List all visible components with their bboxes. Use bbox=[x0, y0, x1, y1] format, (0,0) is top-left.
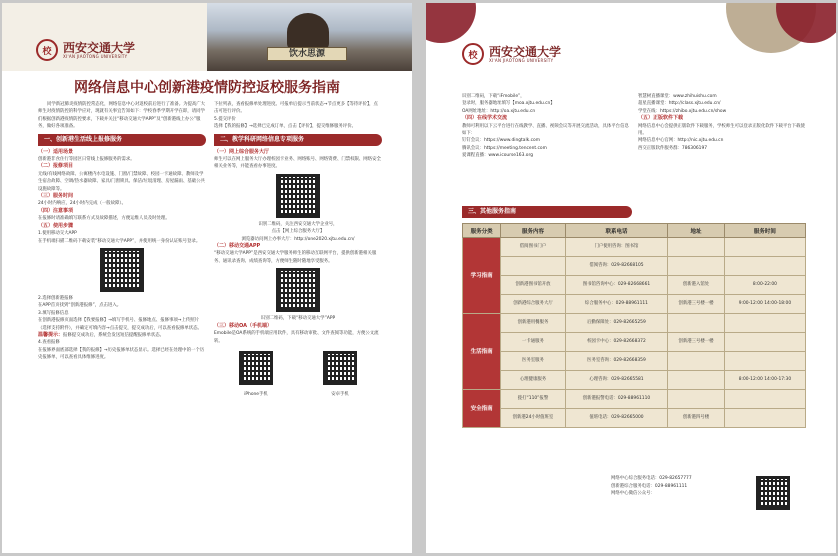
s4-link-3: 爱课程直播：www.icourse163.org bbox=[462, 153, 533, 159]
seal-icon: 校 bbox=[462, 43, 484, 65]
table-cell-phone: 校园卡中心：029-82668372 bbox=[565, 333, 667, 352]
s5-heading: （五）正版软件下载 bbox=[638, 115, 684, 122]
qr-code-android bbox=[323, 351, 357, 385]
table-body bbox=[463, 238, 806, 428]
campus-photo bbox=[207, 3, 412, 71]
platform-2: 超星直播课堂：http://class.xjtu.edu.cn/ bbox=[638, 101, 721, 107]
table-row bbox=[463, 390, 806, 409]
qr-code-hall bbox=[276, 174, 320, 218]
s1-7-text: 在创新港报修页面选择【我要报修】→填写手机号、报修地点、报修事项→上传照片（选择支持附件），并确定可填内容→点击提交，提交成功后，可以查看报修单状态。 bbox=[38, 318, 202, 331]
s1-9-step: 4.查看报修 bbox=[38, 340, 60, 346]
table-cell-addr: 创新港三号楼一楼 bbox=[668, 295, 725, 314]
s1-5-step: 1.使用移动交大APP bbox=[38, 231, 77, 237]
qr-label-android: 安卓手机 bbox=[331, 392, 349, 398]
table-cell-content bbox=[501, 257, 566, 276]
qr-caption-2: 点击【网上综合服务大厅】 bbox=[271, 229, 325, 235]
table-cell-phone: 图书馆咨询中心：029-82668661 bbox=[565, 276, 667, 295]
table-cell-time bbox=[724, 333, 805, 352]
qr-pair bbox=[214, 348, 382, 399]
table-cell-content: 创新港图书馆开放 bbox=[501, 276, 566, 295]
table-cell-time bbox=[724, 314, 805, 333]
section-3-heading: 三、其他服务指南 bbox=[462, 206, 632, 218]
table-cell-category: 学习指南 bbox=[463, 238, 501, 314]
table-cell-phone: 心理咨询：029-82665581 bbox=[565, 371, 667, 390]
footer-contacts bbox=[611, 475, 692, 498]
s1-1-text: 创新港非食住行等园区日常线上报修服务的需求。 bbox=[38, 157, 135, 163]
s2-1-text: 师生可以在网上服务大厅办理校园卡业务、网络账号、网络资费、门禁权限、网络安全相关业务等，并能查看办事进度。 bbox=[214, 157, 381, 170]
s4-link-1: 钉钉会议：https://www.dingtalk.com bbox=[462, 138, 540, 144]
s5-text: 网络信息中心会提供正版软件下载服务，学校师生可以登录正版化软件下载平台下载使用。 bbox=[638, 123, 805, 137]
table-cell-phone: 医务室咨询：029-82668359 bbox=[565, 352, 667, 371]
table-row bbox=[463, 276, 806, 295]
table-row bbox=[463, 314, 806, 333]
s4-link-2: 腾讯会议：https://meeting.tencent.com bbox=[462, 145, 547, 151]
qr-label-iphone: iPhone手机 bbox=[244, 392, 268, 398]
table-cell-addr bbox=[668, 371, 725, 390]
s4-text: 教师可利用以下云平台进行在线教学、直播、视频会议等开展交流活动，具体平台信息如下： bbox=[462, 123, 629, 137]
table-header-1: 服务内容 bbox=[501, 224, 566, 238]
s1-5-text: 在手机端扫描二维码下载安装“移动交通大学APP”，并使用统一身份认证账号登录。 bbox=[38, 238, 201, 244]
s2-2-heading: （二）移动交通APP bbox=[214, 243, 261, 250]
s1-2-heading: （二）报修项目 bbox=[38, 163, 74, 170]
s1-4-text: 在报修时请准确填写联系方式及故障描述，方便运维人员及时处理。 bbox=[38, 216, 170, 222]
qr-code-mobile-app bbox=[276, 268, 320, 312]
section-1-heading: 一、创新港生活线上报修服务 bbox=[38, 134, 206, 146]
qr-code-iphone bbox=[239, 351, 273, 385]
table-cell-content: 医务室服务 bbox=[501, 352, 566, 371]
table-row bbox=[463, 238, 806, 257]
seal-icon: 校 bbox=[36, 39, 58, 61]
page-right bbox=[426, 3, 836, 553]
oa-text-1: 识别二维码，下载“iFmobile”， bbox=[462, 94, 525, 99]
s1-7-step: 3.填写报修信息 bbox=[38, 310, 69, 316]
oa-text-3: OA网址地址：http://oa.xjtu.edu.cn bbox=[462, 108, 536, 114]
table-cell-time: 8:00-22:00 bbox=[724, 276, 805, 295]
qr-code-app bbox=[100, 248, 144, 292]
table-cell-addr: 创新港三号楼一楼 bbox=[668, 333, 725, 352]
table-cell-addr: 创新港四号楼 bbox=[668, 409, 725, 428]
platform-3: 学堂在线：https://zhibo.xjtu.edu.cn/show bbox=[638, 108, 727, 114]
s2-3-text: Emobile是OA系统的手机端应用软件，具有移动审批、文件查阅等功能，方便公文流转。 bbox=[214, 331, 379, 344]
sculpture-shape bbox=[287, 13, 329, 51]
table-header-row bbox=[463, 224, 806, 238]
s1-6-step: 2.选择创新港报修 bbox=[38, 295, 73, 301]
table-cell-addr bbox=[668, 314, 725, 333]
table-header-3: 地址 bbox=[668, 224, 725, 238]
table-cell-phone: 后勤保障处：029-82665259 bbox=[565, 314, 667, 333]
s1-5-heading: （五）使用步骤 bbox=[38, 222, 74, 229]
intro-text: 同学新冠肺炎疫情防控常态化，网络信息中心对返校前后进行了准备。为提高广大师生对疫情防控的科学应对，现就有关事宜告知如下：学校春季学期开学在即，请同学们根据创新港疫情防控要求，下载并关注“移动交通大学APP”及“创新港线上办公”服务，做好各项准备。 bbox=[38, 102, 206, 130]
table-cell-time: 9:00-12:00 14:00-18:00 bbox=[724, 295, 805, 314]
qr-caption-4: 识别二维码，下载“移动交通大学”APP bbox=[260, 316, 336, 322]
table-row bbox=[463, 295, 806, 314]
s1-3-text: 24小时内响应，24小时内完成（一般故障）。 bbox=[38, 201, 127, 207]
table-cell-category: 安全指南 bbox=[463, 390, 501, 428]
s4-heading: （四）在线学术交流 bbox=[462, 115, 508, 122]
c2-top-text: 下拉列表，查看报修单处理进度。可报单后提示当前状态→节点更多【等待评价】，点击可进行评价。 bbox=[214, 102, 378, 115]
logo-sub: XI'AN JIAOTONG UNIVERSITY bbox=[489, 57, 554, 63]
oa-text-2: 登录时，服务器地址填写【moa.xjtu.edu.cn】 bbox=[462, 101, 555, 107]
c2-eval-text: 选择【我的报修】→选择已完成订单，点击【评价】，提交维修服务评价。 bbox=[214, 124, 356, 130]
service-table bbox=[462, 223, 806, 428]
logo-name: 西安交通大学 bbox=[489, 44, 562, 59]
s1-2-text: 无线/有线网络故障、公寓楼内水电设施、门窗/门禁故障、校园一卡通故障、教师及学生宿舍故障、空调/热水器故障、家具/门窗锁具、保洁/垃圾清理、房屋漏雨、基础公共设施故障等。 bbox=[38, 171, 205, 192]
s1-4-heading: （四）注意事项 bbox=[38, 207, 74, 214]
s2-1-heading: （一）网上综合服务大厅 bbox=[214, 148, 270, 155]
table-cell-time bbox=[724, 238, 805, 257]
corner-shape bbox=[426, 3, 476, 43]
table-cell-content: 创新港综合服务大厅 bbox=[501, 295, 566, 314]
s2-3-heading: （三）移动OA（手机端） bbox=[214, 322, 272, 329]
logo-name: 西安交通大学 bbox=[63, 40, 136, 55]
table-cell-time bbox=[724, 409, 805, 428]
qr-caption-1: 识别二维码，关注西安交通大学企业号， bbox=[258, 221, 338, 227]
column-1 bbox=[38, 101, 206, 362]
page-title: 网络信息中心创新港疫情防控返校服务指南 bbox=[74, 80, 340, 96]
s1-9-text: 在报修界面底部选择【我的报修】→历史报修单状态显示。选择已经在处理中的一个历史报修单，可以查看具体维修进度。 bbox=[38, 347, 205, 361]
table-cell-content: 借阅图书门户 bbox=[501, 238, 566, 257]
column-3 bbox=[462, 93, 630, 160]
qr-caption-3: 浏览器访问网上办事大厅：http://one2020.xjtu.edu.cn/ bbox=[241, 236, 355, 242]
tip-label: 温馨提示： bbox=[38, 331, 64, 338]
table-header-2: 联系电话 bbox=[565, 224, 667, 238]
plaque-text: 饮水思源 bbox=[267, 47, 347, 61]
qr-code-wechat bbox=[756, 476, 790, 510]
column-2 bbox=[214, 101, 382, 399]
s1-6-text: 在APP首页找到“创新港报修”，点击进入。 bbox=[38, 303, 122, 309]
table-row bbox=[463, 409, 806, 428]
s1-1-heading: （一）适用场景 bbox=[38, 148, 74, 155]
table-header-0: 服务分类 bbox=[463, 224, 501, 238]
table-cell-time bbox=[724, 257, 805, 276]
platform-1: 智慧树直播课堂：www.zhihuishu.com bbox=[638, 94, 717, 99]
table-cell-addr bbox=[668, 352, 725, 371]
table-cell-content: 创新港24小时值班室 bbox=[501, 409, 566, 428]
table-cell-addr: 创新港入馆处 bbox=[668, 276, 725, 295]
s5-link-2: 西交正版软件服务群：786306197 bbox=[638, 145, 708, 151]
university-logo bbox=[462, 43, 561, 65]
s5-link-1: 网络信息中心官网：http://nic.xjtu.edu.cn bbox=[638, 138, 724, 144]
c2-eval-step: 5.提交评价 bbox=[214, 116, 236, 122]
table-row bbox=[463, 352, 806, 371]
tip-text: 报修提交成功后，系统会发送短信提醒报修单状态。 bbox=[63, 332, 165, 338]
table-row bbox=[463, 333, 806, 352]
table-cell-phone: 门户使用咨询：图书馆 bbox=[565, 238, 667, 257]
s2-2-text: “移动交通大学APP”是西安交通大学服务师生的移动互联网平台，提供创新港相关服务、通讯录查询、成绩查询等，方便师生随时随地享受服务。 bbox=[214, 251, 377, 264]
university-logo bbox=[36, 39, 135, 61]
table-cell-content: 心理健康服务 bbox=[501, 371, 566, 390]
section-3-wrap bbox=[462, 203, 632, 221]
table-cell-time bbox=[724, 352, 805, 371]
table-cell-addr bbox=[668, 390, 725, 409]
footer-line-2: 创新港综合服务电话：029-88961111 bbox=[611, 483, 688, 489]
table-cell-phone: 值班电话：029-82665000 bbox=[565, 409, 667, 428]
table-cell-time bbox=[724, 390, 805, 409]
table-row bbox=[463, 371, 806, 390]
table-cell-phone: 创新港报警电话：029-88961110 bbox=[565, 390, 667, 409]
column-4 bbox=[638, 93, 806, 152]
table-cell-content: 创新港用餐服务 bbox=[501, 314, 566, 333]
table-cell-content: 拨打“110”报警 bbox=[501, 390, 566, 409]
table-cell-addr bbox=[668, 257, 725, 276]
table-cell-addr bbox=[668, 238, 725, 257]
page-left bbox=[2, 3, 412, 553]
footer-line-3: 网络中心微信公众号： bbox=[611, 491, 655, 496]
table-row bbox=[463, 257, 806, 276]
table-cell-content: 一卡通服务 bbox=[501, 333, 566, 352]
table-cell-phone: 借阅咨询：029-82668105 bbox=[565, 257, 667, 276]
table-cell-category: 生活指南 bbox=[463, 314, 501, 390]
section-2-heading: 二、教学科研网络信息专项服务 bbox=[214, 134, 382, 146]
table-header-4: 服务时间 bbox=[724, 224, 805, 238]
footer-line-1: 网络中心综合服务电话：029-82657777 bbox=[611, 476, 692, 481]
table-cell-time: 8:00-12:00 14:00-17:30 bbox=[724, 371, 805, 390]
table-cell-phone: 综合服务中心：029-88961111 bbox=[565, 295, 667, 314]
logo-sub: XI'AN JIAOTONG UNIVERSITY bbox=[63, 53, 128, 59]
s1-3-heading: （三）服务时间 bbox=[38, 193, 74, 200]
